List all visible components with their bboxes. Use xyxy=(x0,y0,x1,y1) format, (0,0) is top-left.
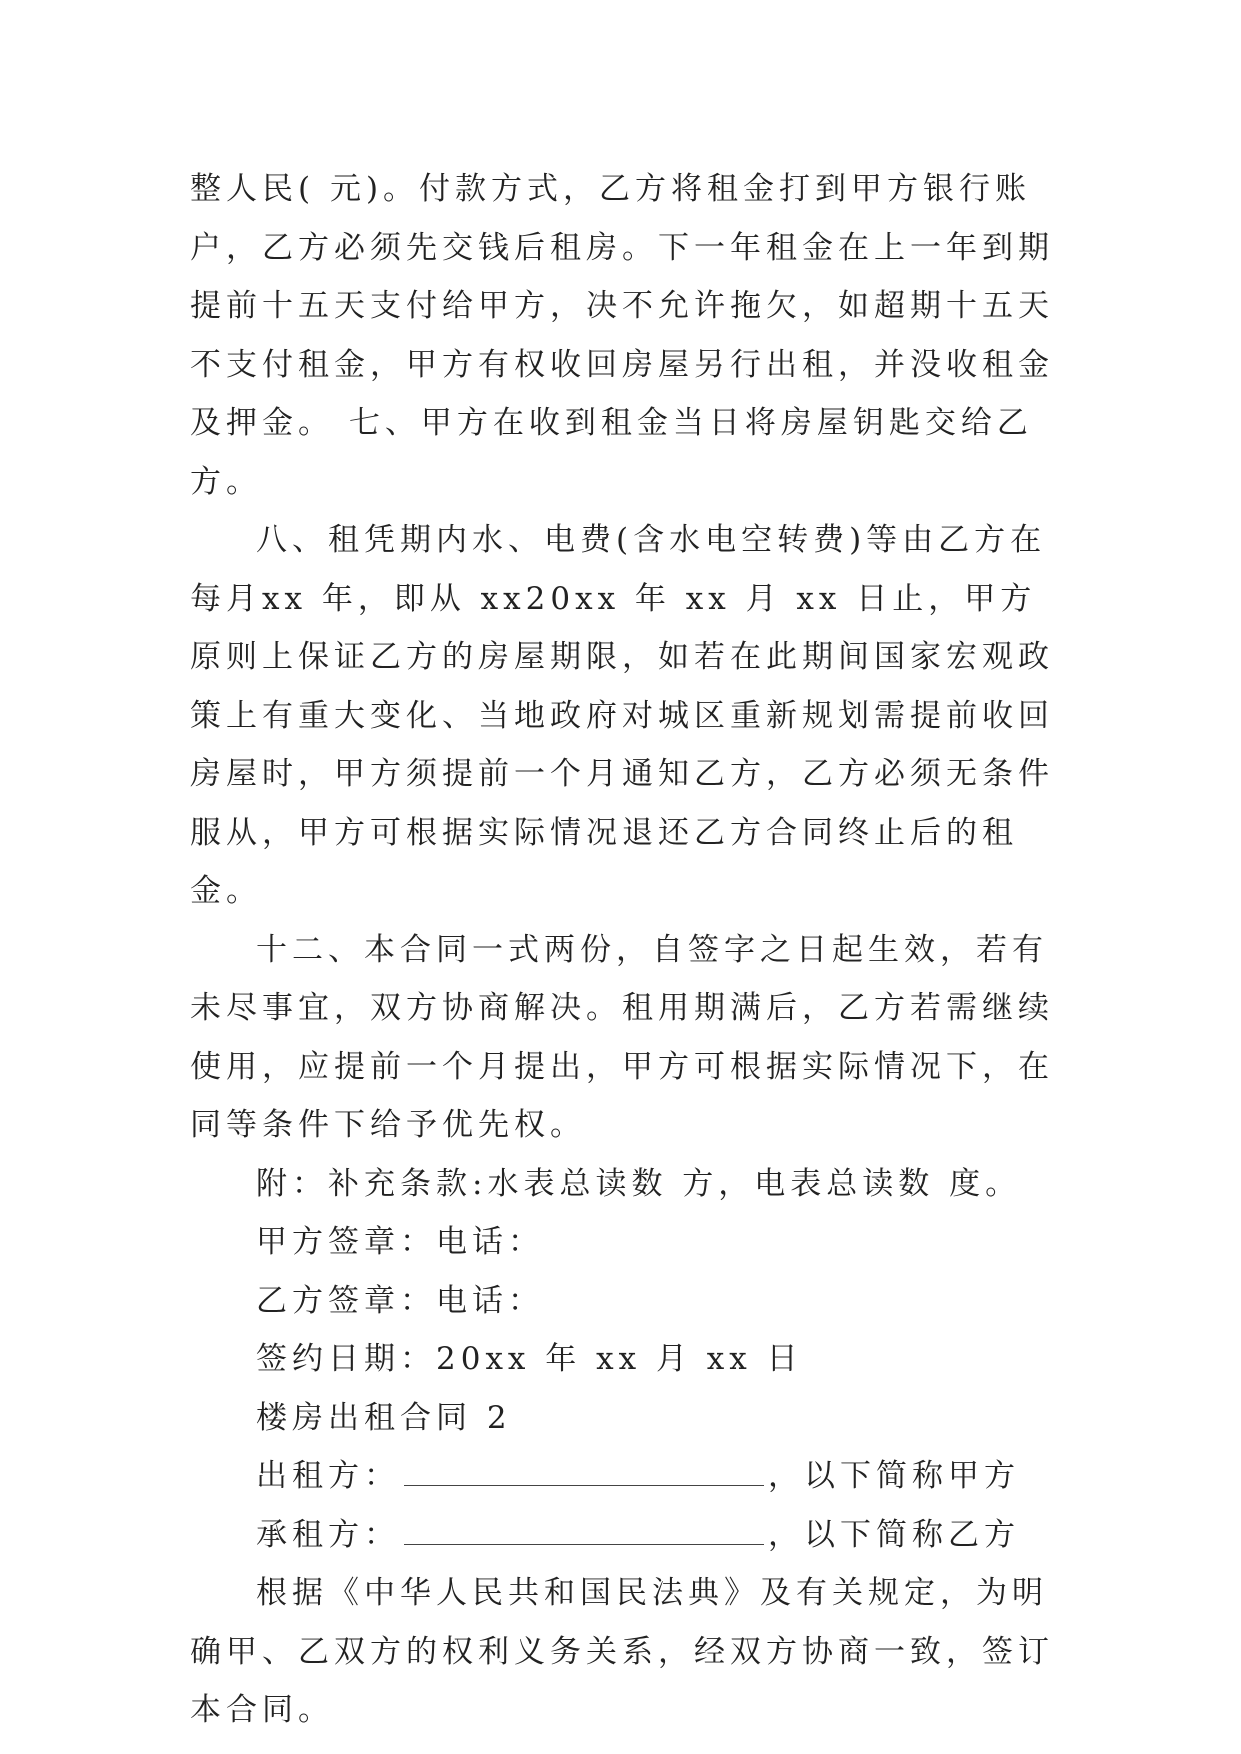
paragraph-payment-terms: 整人民( 元)。付款方式，乙方将租金打到甲方银行账户，乙方必须先交钱后租房。下一年租金在上一年到期提前十五天支付给甲方，决不允许拖欠，如超期十五天不支付租金，甲方有权收回房屋另行出租，并没收租金及押金。 七、甲方在收到租金当日将房屋钥匙交给乙方。 xyxy=(190,171,1054,500)
contract-2-title: 楼房出租合同 2 xyxy=(256,1399,512,1436)
paragraph-validity: 十二、本合同一式两份，自签字之日起生效，若有未尽事宜，双方协商解决。租用期满后，乙方若需继续使用，应提前一个月提出，甲方可根据实际情况下，在同等条件下给予优先权。 xyxy=(190,931,1054,1143)
sign-date: 签约日期：20xx 年 xx 月 xx 日 xyxy=(256,1341,803,1377)
paragraph-contract-basis: 根据《中华人民共和国民法典》及有关规定，为明确甲、乙双方的权利义务关系，经双方协商一致，签订本合同。 xyxy=(190,1575,1054,1728)
lessee-suffix: ，以下简称乙方 xyxy=(768,1516,1020,1553)
party-a-signature: 甲方签章：电话： xyxy=(256,1224,544,1260)
lessee-line xyxy=(190,1506,1070,1565)
supplement-clause: 附：补充条款:水表总读数 方，电表总读数 度。 xyxy=(256,1165,1022,1202)
lessee-blank xyxy=(404,1520,764,1545)
paragraph-utilities-term: 八、租凭期内水、电费(含水电空转费)等由乙方在每月xx 年，即从 xx20xx 年 xx 月 xx 日止，甲方原则上保证乙方的房屋期限，如若在此期间国家宏观政策上有重大变化、当地政府对城区重新规划需提前收回房屋时，甲方须提前一个月通知乙方，乙方必须无条件服从，甲方可根据实际情况退还乙方合同终止后的租金。 xyxy=(190,522,1054,909)
party-b-signature: 乙方签章：电话： xyxy=(256,1282,544,1319)
document-body xyxy=(190,160,1070,1740)
lessor-label: 出租方： xyxy=(256,1458,400,1494)
lessee-label: 承租方： xyxy=(256,1516,400,1553)
lessor-blank xyxy=(404,1461,764,1486)
lessor-suffix: ，以下简称甲方 xyxy=(768,1458,1020,1494)
lessor-line xyxy=(190,1447,1070,1506)
